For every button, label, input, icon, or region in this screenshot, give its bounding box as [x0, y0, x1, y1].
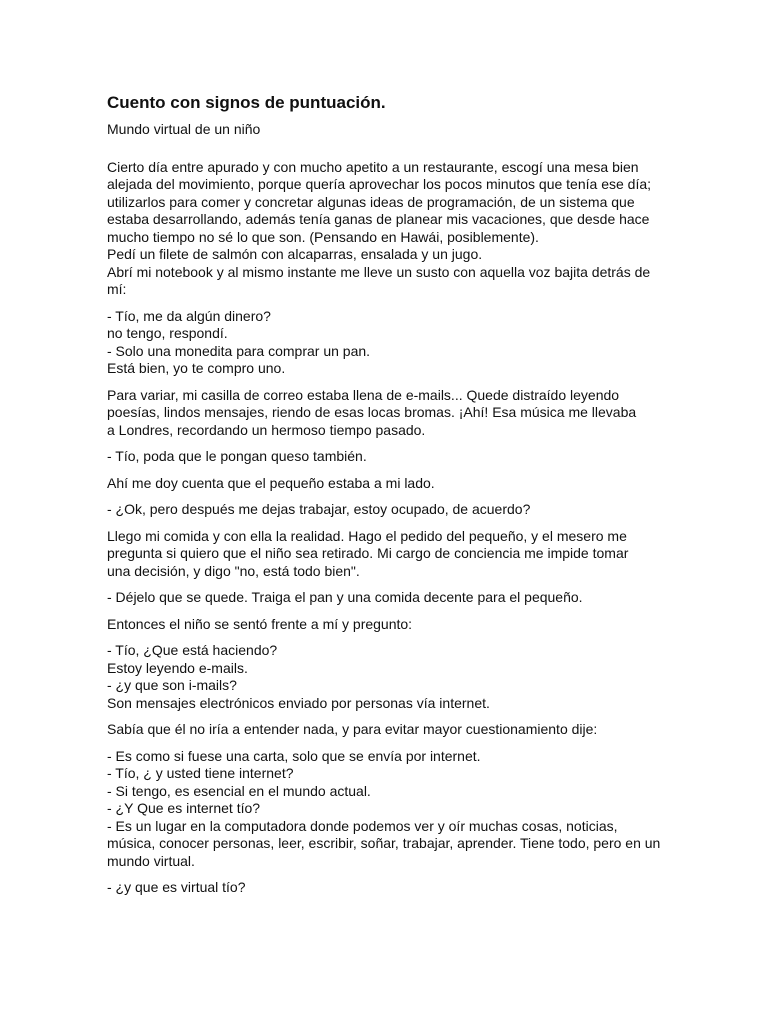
text-line: Está bien, yo te compro uno.: [107, 360, 286, 376]
text-line: - Tío, ¿Que está haciendo?: [107, 642, 278, 658]
text-line: mí:: [107, 281, 127, 297]
text-line: Son mensajes electrónicos enviado por personas vía internet.: [107, 694, 490, 711]
text-line: mucho tiempo no sé lo que son. (Pensando en Hawái, posiblemente).: [107, 228, 539, 245]
text-line: Ahí me doy cuenta que el pequeño estaba a mi lado.: [107, 474, 435, 491]
document-title: Cuento con signos de puntuación.: [107, 93, 386, 112]
text-line: pregunta si quiero que el niño sea retirado. Mi cargo de conciencia me impide tomar: [107, 545, 629, 561]
text-line: - ¿Ok, pero después me dejas trabajar, estoy ocupado, de acuerdo?: [107, 501, 531, 517]
text-line: alejada del movimiento, porque quería aprovechar los pocos minutos que tenía ese día;: [107, 176, 652, 192]
text-line: - Tío, poda que le pongan queso también.: [107, 448, 367, 464]
paragraph: [107, 308, 667, 378]
document-body: [107, 159, 667, 897]
paragraph: [107, 616, 667, 634]
text-line: estaba desarrollando, además tenía ganas de planear mis vacaciones, que desde hace: [107, 211, 650, 227]
text-line: mundo virtual.: [107, 852, 195, 869]
text-line: - Tío, ¿ y usted tiene internet?: [107, 765, 294, 781]
paragraph: [107, 448, 667, 466]
text-line: Abrí mi notebook y al mismo instante me lleve un susto con aquella voz bajita detrás de: [107, 263, 651, 280]
paragraph: [107, 642, 667, 712]
text-line: - ¿y que es virtual tío?: [107, 879, 246, 895]
text-line: una decisión, y digo "no, está todo bien".: [107, 562, 360, 579]
text-line: - Si tengo, es esencial en el mundo actual.: [107, 782, 371, 799]
document-page: [107, 92, 667, 906]
text-line: Estoy leyendo e-mails.: [107, 659, 248, 676]
text-line: Para variar, mi casilla de correo estaba llena de e-mails... Quede distraído leyendo: [107, 386, 620, 403]
text-line: Pedí un filete de salmón con alcaparras, ensalada y un jugo.: [107, 246, 483, 262]
paragraph: [107, 159, 667, 299]
text-line: - Es como si fuese una carta, solo que se envía por internet.: [107, 747, 481, 764]
paragraph: [107, 387, 667, 440]
text-line: - ¿Y Que es internet tío?: [107, 800, 261, 816]
text-line: poesías, lindos mensajes, riendo de esas locas bromas. ¡Ahí! Esa música me llevaba: [107, 404, 637, 420]
document-subtitle: Mundo virtual de un niño: [107, 121, 261, 137]
text-line: Llego mi comida y con ella la realidad. Hago el pedido del pequeño, y el mesero me: [107, 527, 627, 544]
text-line: - Déjelo que se quede. Traiga el pan y una comida decente para el pequeño.: [107, 589, 583, 605]
text-line: - Solo una monedita para comprar un pan.: [107, 342, 371, 359]
paragraph: [107, 879, 667, 897]
text-line: música, conocer personas, leer, escribir, soñar, trabajar, aprender. Tiene todo, pero en un: [107, 835, 661, 851]
paragraph: [107, 589, 667, 607]
paragraph: [107, 528, 667, 581]
paragraph: [107, 721, 667, 739]
paragraph: [107, 501, 667, 519]
text-line: a Londres, recordando un hermoso tiempo pasado.: [107, 421, 426, 438]
text-line: - ¿y que son i-mails?: [107, 677, 237, 693]
text-line: Sabía que él no iría a entender nada, y para evitar mayor cuestionamiento dije:: [107, 721, 598, 737]
paragraph: [107, 748, 667, 871]
paragraph: [107, 475, 667, 493]
text-line: no tengo, respondí.: [107, 325, 228, 341]
text-line: utilizarlos para comer y concretar algunas ideas de programación, de un sistema que: [107, 193, 635, 210]
text-line: - Es un lugar en la computadora donde podemos ver y oír muchas cosas, noticias,: [107, 817, 618, 834]
text-line: Cierto día entre apurado y con mucho apetito a un restaurante, escogí una mesa bien: [107, 158, 639, 175]
text-line: - Tío, me da algún dinero?: [107, 307, 271, 324]
text-line: Entonces el niño se sentó frente a mí y pregunto:: [107, 615, 413, 632]
